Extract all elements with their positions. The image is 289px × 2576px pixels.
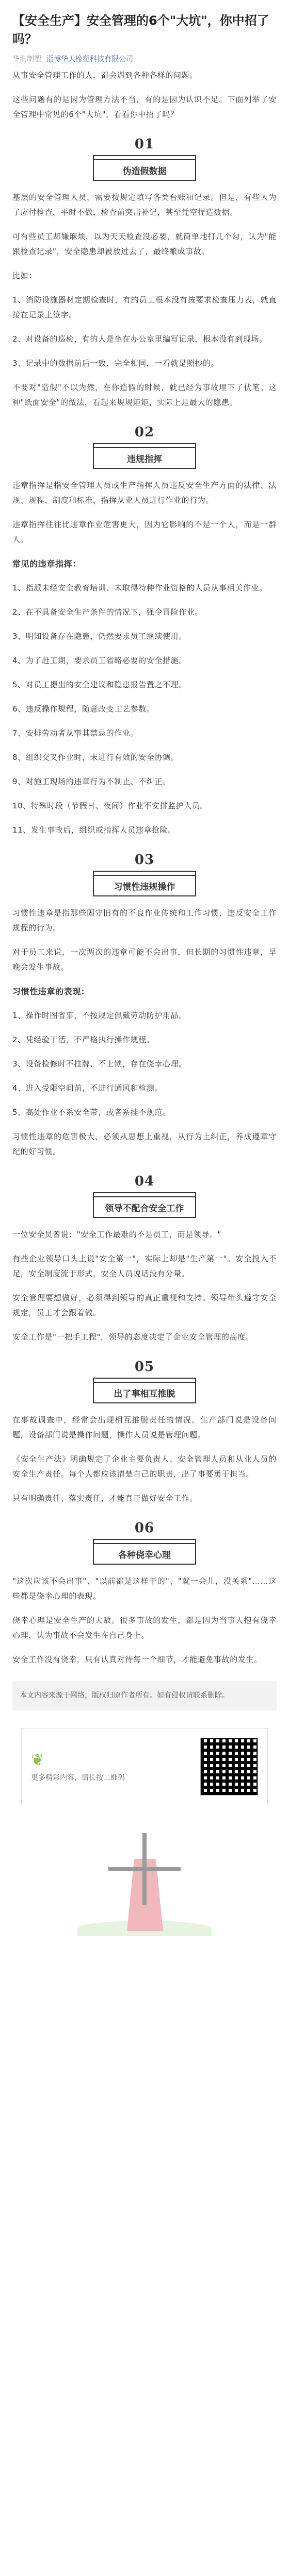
section-label-box: [93, 1543, 196, 1565]
paragraph: 2、凭经验干活，不严格执行操作规程。: [12, 1035, 155, 1044]
paragraph: 8、组织交叉作业时，未进行有效的安全协调。: [12, 753, 179, 762]
subheading: 常见的违章指挥：: [12, 559, 81, 569]
paragraph: "这次应该不会出事"、"以前都是这样干的"、"就一会儿，没关系"……这些都是侥幸心理的表现。: [12, 1577, 277, 1601]
paragraph: 安全工作是"一把手工程"，领导的态度决定了企业安全管理的高度。: [12, 1332, 254, 1342]
windmill-blades-icon: [108, 1833, 181, 1905]
paragraph: 在事故调查中，经常会出现相互推脱责任的情况。生产部门说是设备问题，设备部门说是操作问题，操作人员说是管理问题。: [12, 1415, 277, 1439]
article-meta: [12, 54, 277, 64]
paragraph: 7、安排劳动者从事其禁忌的作业。: [12, 728, 139, 738]
section-number: 01: [134, 137, 155, 152]
paragraph: 安全工作没有侥幸，只有认真对待每一个细节，才能避免事故的发生。: [12, 1655, 262, 1664]
paragraph: 违章指挥是指安全管理人员或生产指挥人员违反安全生产方面的法律、法规、规程、制度和标准，指挥从业人员进行作业的行为。: [12, 481, 277, 505]
paragraph: 10、特殊时段（节假日、夜间）作业不安排监护人员。: [12, 801, 208, 810]
paragraph: 对于员工来说，一次两次的违章可能不会出事，但长期的习惯性违章，早晚会发生事故。: [12, 947, 277, 972]
footer-note: 本文内容来源于网络，版权归原作者所有。如有侵权请联系删除。: [12, 1681, 277, 1710]
paragraph: 侥幸心理是安全生产的大敌。很多事故的发生，都是因为当事人抱有侥幸心理，认为事故不会发生在自己身上。: [12, 1616, 277, 1640]
section-label: 习惯性违规操作: [114, 882, 175, 892]
section-label-box: [93, 875, 196, 896]
qr-code-image[interactable]: [200, 1738, 258, 1795]
section-number: 05: [134, 1359, 155, 1375]
section-header-04: [12, 1174, 277, 1218]
paragraph: 有些企业领导口头上说"安全第一"，实际上却是"生产第一"。安全投入不足，安全制度流于形式，安全人员说话没有分量。: [12, 1254, 277, 1278]
article-body: [0, 68, 289, 1936]
paragraph: 违章指挥往往比违章作业危害更大，因为它影响的不是一个人，而是一群人。: [12, 520, 277, 544]
section-label-box: [93, 447, 196, 469]
paragraph: 11、发生事故后，组织或指挥人员违章抢险。: [12, 825, 176, 835]
section-label: 领导不配合安全工作: [105, 1203, 184, 1214]
section-number: 02: [134, 425, 155, 440]
leaf-icon: ❦: [31, 1751, 44, 1769]
paragraph: 4、为了赶工期，要求员工省略必要的安全措施。: [12, 656, 187, 665]
section-label: 违规指挥: [127, 454, 162, 465]
paragraph: 2、对设备的巡检，有的人是坐在办公室里编写记录，根本没有到现场。: [12, 334, 267, 344]
paragraph: 基层的安全管理人员，需要按规定填写各类台账和记录。但是，有些人为了应付检查，平时不做，检查前突击补记，甚至凭空捏造数据。: [12, 193, 277, 217]
paragraph: 9、对施工现场的违章行为不制止、不纠正。: [12, 777, 171, 786]
intro-paragraph: 这些问题有的是因为管理方法不当，有的是因为认识不足。下面列举了安全管理中常见的6个"大坑"，看看你中招了吗？: [12, 95, 277, 119]
section-number: 04: [134, 1174, 155, 1189]
article-header: [0, 0, 289, 68]
section-header-05: [12, 1359, 277, 1403]
paragraph: 安全管理要想做好，必须得到领导的真正重视和支持。领导带头遵守安全规定，员工才会跟着做。: [12, 1293, 277, 1317]
section-label-box: [93, 1196, 196, 1218]
paragraph: 1、指派未经安全教育培训、未取得特种作业资格的人员从事相关作业。: [12, 583, 267, 592]
qr-hint: 更多精彩内容，请长按二维码: [31, 1773, 125, 1782]
section-header-06: [12, 1520, 277, 1565]
paragraph: 习惯性违章是指那些固守旧有的不良作业传统和工作习惯，违反安全工作规程的行为。: [12, 908, 277, 933]
section-label: 伪造假数据: [122, 166, 167, 177]
section-label-box: [93, 1382, 196, 1403]
paragraph: 3、明知设备存在隐患，仍然要求员工继续使用。: [12, 632, 187, 641]
section-label-box: [93, 159, 196, 181]
section-label: 各种侥幸心理: [118, 1550, 171, 1561]
paragraph: 可有些员工却嫌麻烦，以为天天检查没必要，就简单地打几个勾，认为"能跟检查记录"，安全隐患却被放过去了，最终酿成事故。: [12, 232, 277, 256]
paragraph: 1、操作时图省事，不按规定佩戴劳动防护用品。: [12, 1011, 187, 1020]
section-label: 出了事相互推脱: [114, 1388, 175, 1399]
account-link[interactable]: 淄博华天橡塑科技有限公司: [46, 55, 133, 63]
paragraph: 6、违反操作规程，随意改变工艺参数。: [12, 704, 155, 714]
section-header-01: [12, 137, 277, 181]
paragraph: 一位安全员曾说："安全工作最难的不是员工，而是领导。": [12, 1230, 222, 1239]
subheading: 习惯性违章的表现：: [12, 987, 90, 996]
paragraph: 3、记录中的数据前后一致、完全相同，一看就是照抄的。: [12, 359, 219, 368]
windmill-illustration: [77, 1828, 212, 1936]
qr-promo-text: [31, 1751, 192, 1783]
paragraph: 习惯性违章的危害极大，必须从思想上重视，从行为上纠正，养成遵章守纪的好习惯。: [12, 1132, 277, 1156]
section-number: 06: [134, 1520, 155, 1536]
author-label: 华润制塑: [12, 55, 41, 63]
paragraph: 5、对员工提出的安全建议和隐患报告置之不理。: [12, 680, 187, 689]
paragraph: 4、进入受限空间前，不进行通风和检测。: [12, 1083, 163, 1093]
section-header-03: [12, 852, 277, 896]
intro-paragraph: 从事安全管理工作的人，都会遇到各种各样的问题。: [12, 71, 198, 80]
paragraph: 只有明确责任、落实责任，才能真正做好安全工作。: [12, 1494, 198, 1503]
paragraph: 1、消防设施器材定期检查时，有的员工根本没有按要求检查压力表，就直接在记录上签字。: [12, 295, 277, 319]
paragraph: 比如：: [12, 271, 37, 280]
article-title: 【安全生产】安全管理的6个"大坑"，你中招了吗？: [12, 13, 269, 46]
paragraph: 《安全生产法》明确规定了企业主要负责人、安全管理人员和从业人员的安全生产责任。每个人都应该清楚自己的职责，出了事要勇于担当。: [12, 1454, 277, 1479]
paragraph: 不要对"造假"不以为然，在你造假的时候，就已经为事故埋下了伏笔。这种"纸面安全"的做法，看起来规规矩矩，实际上是最大的隐患。: [12, 383, 277, 407]
section-header-02: [12, 425, 277, 469]
paragraph: 3、设备检修时不挂牌、不上锁，存在侥幸心理。: [12, 1059, 187, 1069]
paragraph: 5、高处作业不系安全带，或者系挂不规范。: [12, 1108, 171, 1117]
section-number: 03: [134, 852, 155, 868]
paragraph: 2、在不具备安全生产条件的情况下，强令冒险作业。: [12, 607, 203, 617]
qr-promo-box: [21, 1728, 268, 1805]
